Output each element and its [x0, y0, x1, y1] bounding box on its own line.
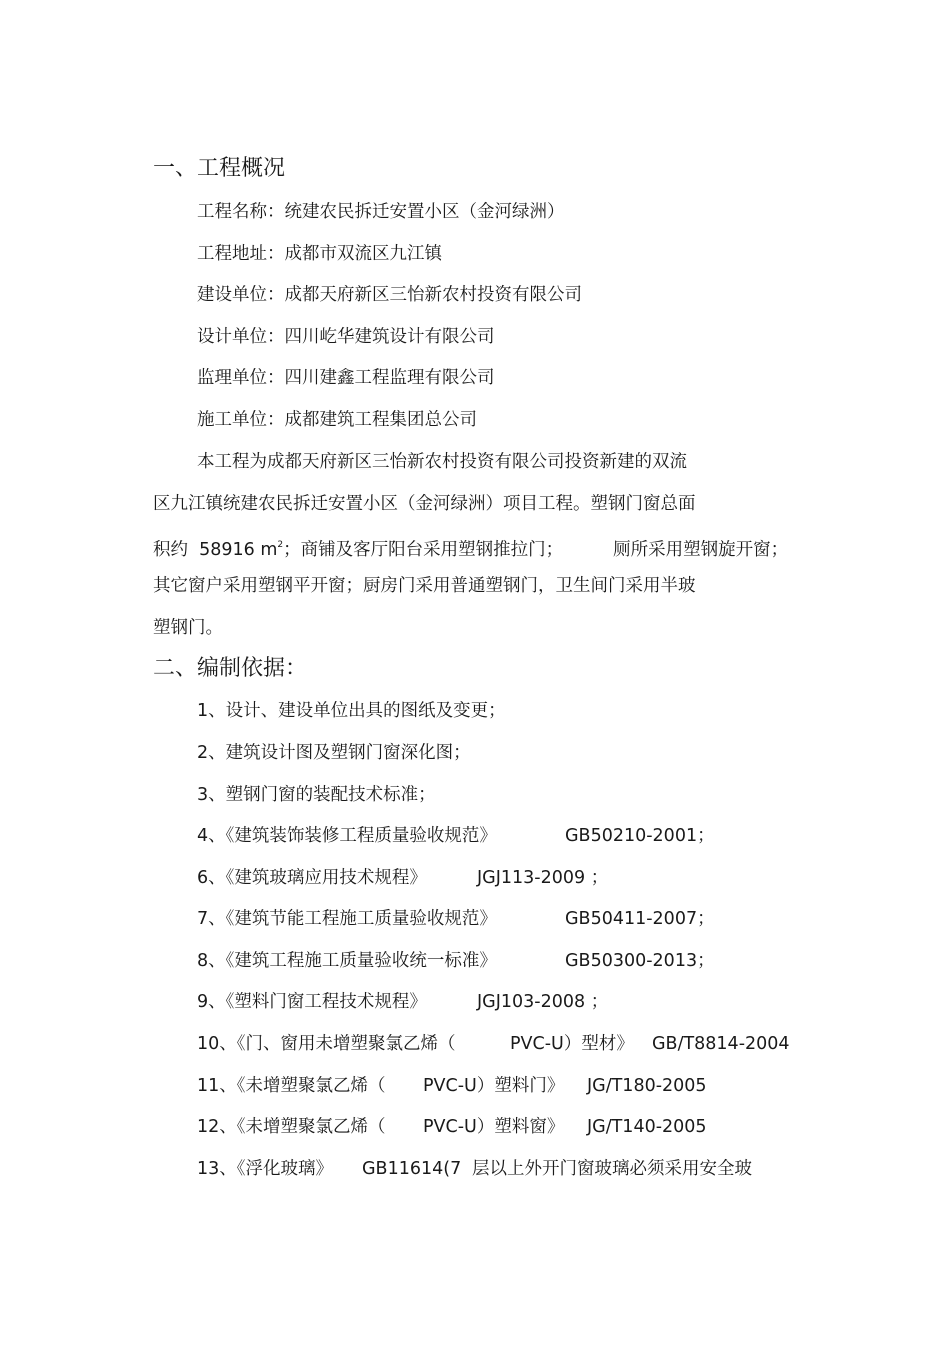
basis-item — [197, 740, 471, 766]
basis-item-title: 6、《建筑玻璃应用技术规程》 — [197, 868, 427, 888]
basis-item-code: JGJ103-2008 ； — [477, 992, 609, 1012]
info-project-address: 工程地址：成都市双流区九江镇 — [197, 244, 442, 264]
basis-item-title: 3、塑钢门窗的装配技术标准； — [197, 785, 436, 805]
basis-item-note: 层以上外开门窗玻璃必须采用安全玻 — [472, 1159, 752, 1179]
basis-item — [197, 906, 715, 932]
basis-item-code: GB50300-2013； — [565, 951, 715, 971]
basis-item-title: 9、《塑料门窗工程技术规程》 — [197, 992, 427, 1012]
paragraph-line-1: 本工程为成都天府新区三怡新农村投资有限公司投资新建的双流 — [197, 452, 687, 472]
info-design-unit: 设计单位：四川屹华建筑设计有限公司 — [197, 327, 495, 347]
paragraph-line-5: 塑钢门。 — [153, 618, 223, 638]
basis-item — [197, 1031, 790, 1057]
basis-item — [197, 865, 609, 891]
section2-heading: 二、编制依据： — [153, 656, 308, 681]
basis-item — [197, 782, 436, 808]
basis-item-title: 7、《建筑节能工程施工质量验收规范》 — [197, 909, 497, 929]
basis-item — [197, 823, 715, 849]
info-construction-unit: 施工单位：成都建筑工程集团总公司 — [197, 410, 477, 430]
basis-item — [197, 698, 506, 724]
basis-item-material: PVC-U）塑料门》 — [423, 1076, 565, 1096]
shop-door-text: ；商铺及客厅阳台采用塑钢推拉门； — [283, 540, 564, 560]
basis-item-title: 13、《浮化玻璃》 — [197, 1159, 334, 1179]
basis-item-title: 10、《门、窗用未增塑聚氯乙烯（ — [197, 1034, 456, 1054]
basis-item-code: GB11614(7 — [362, 1159, 462, 1179]
area-text: 积约 58916 m — [153, 540, 278, 560]
basis-item-code: GB50210-2001； — [565, 826, 715, 846]
basis-item-code: GB50411-2007； — [565, 909, 715, 929]
basis-item-title: 1、设计、建设单位出具的图纸及变更； — [197, 701, 506, 721]
basis-item-title: 8、《建筑工程施工质量验收统一标准》 — [197, 951, 497, 971]
basis-item-material: PVC-U）型材》 — [510, 1034, 634, 1054]
info-owner-unit: 建设单位：成都天府新区三怡新农村投资有限公司 — [197, 285, 582, 305]
basis-item — [197, 1073, 707, 1099]
paragraph-line-2: 区九江镇统建农民拆迁安置小区（金河绿洲）项目工程。塑钢门窗总面 — [153, 494, 696, 514]
basis-item-title: 2、建筑设计图及塑钢门窗深化图； — [197, 743, 471, 763]
basis-item — [197, 1156, 752, 1182]
basis-item-code: JG/T180-2005 — [587, 1076, 707, 1096]
basis-item — [197, 989, 609, 1015]
paragraph-line-3 — [153, 532, 788, 563]
basis-item — [197, 1114, 707, 1140]
toilet-window-text: 厕所采用塑钢旋开窗； — [613, 540, 789, 560]
basis-item-code: JGJ113-2009 ； — [477, 868, 609, 888]
basis-item-title: 12、《未增塑聚氯乙烯（ — [197, 1117, 386, 1137]
section1-heading: 一、工程概况 — [153, 156, 286, 181]
basis-item-material: PVC-U）塑料窗》 — [423, 1117, 565, 1137]
area-superscript: 2 — [277, 540, 284, 550]
paragraph-line-4: 其它窗户采用塑钢平开窗；厨房门采用普通塑钢门，卫生间门采用半玻 — [153, 576, 696, 596]
info-project-name: 工程名称：统建农民拆迁安置小区（金河绿洲） — [197, 202, 565, 222]
basis-item-title: 11、《未增塑聚氯乙烯（ — [197, 1076, 386, 1096]
basis-item-title: 4、《建筑装饰装修工程质量验收规范》 — [197, 826, 497, 846]
basis-item-code: JG/T140-2005 — [587, 1117, 707, 1137]
basis-item — [197, 948, 715, 974]
info-supervision-unit: 监理单位：四川建鑫工程监理有限公司 — [197, 368, 495, 388]
basis-item-code: GB/T8814-2004 — [652, 1034, 790, 1054]
